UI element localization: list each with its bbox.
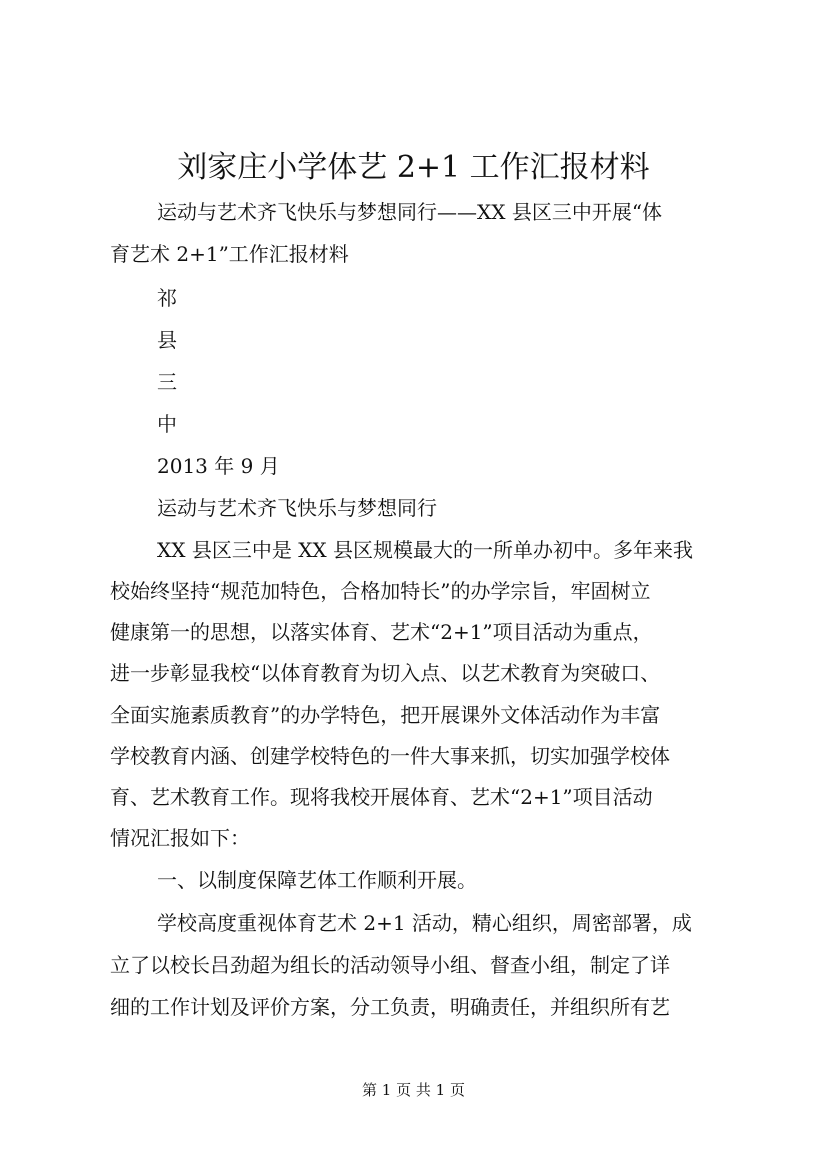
page-footer: 第 1 页 共 1 页 xyxy=(362,1081,465,1099)
author-char-4: 中 xyxy=(157,412,177,436)
subtitle-line-2: 育艺术 2+1”工作汇报材料 xyxy=(110,242,349,266)
author-char-2: 县 xyxy=(157,328,177,352)
section-heading: 运动与艺术齐飞快乐与梦想同行 xyxy=(157,496,437,520)
subtitle-line-1: 运动与艺术齐飞快乐与梦想同行——XX 县区三中开展“体 xyxy=(157,200,663,224)
body-line: XX 县区三中是 XX 县区规模最大的一所单办初中。多年来我 xyxy=(157,538,694,562)
body-line: 校始终坚持“规范加特色，合格加特长”的办学宗旨，牢固树立 xyxy=(110,579,651,603)
body-line: 育、艺术教育工作。现将我校开展体育、艺术“2+1”项目活动 xyxy=(110,785,653,809)
body-line: 进一步彰显我校“以体育教育为切入点、以艺术教育为突破口、 xyxy=(110,661,661,685)
document-date: 2013 年 9 月 xyxy=(157,454,280,478)
body-line: 情况汇报如下： xyxy=(110,826,250,850)
body-line: 学校教育内涵、创建学校特色的一件大事来抓，切实加强学校体 xyxy=(110,744,670,768)
body-line: 学校高度重视体育艺术 2+1 活动，精心组织，周密部署，成 xyxy=(157,911,692,935)
author-char-3: 三 xyxy=(157,370,177,394)
body-line: 健康第一的思想，以落实体育、艺术“2+1”项目活动为重点， xyxy=(110,620,653,644)
author-char-1: 祁 xyxy=(157,286,177,310)
numbered-heading: 一、以制度保障艺体工作顺利开展。 xyxy=(157,868,477,892)
document-title: 刘家庄小学体艺 2+1 工作汇报材料 xyxy=(177,150,650,185)
body-line: 立了以校长吕劲超为组长的活动领导小组、督查小组，制定了详 xyxy=(110,953,670,977)
body-line: 全面实施素质教育”的办学特色，把开展课外文体活动作为丰富 xyxy=(110,703,661,727)
body-line: 细的工作计划及评价方案，分工负责，明确责任，并组织所有艺 xyxy=(110,995,670,1019)
